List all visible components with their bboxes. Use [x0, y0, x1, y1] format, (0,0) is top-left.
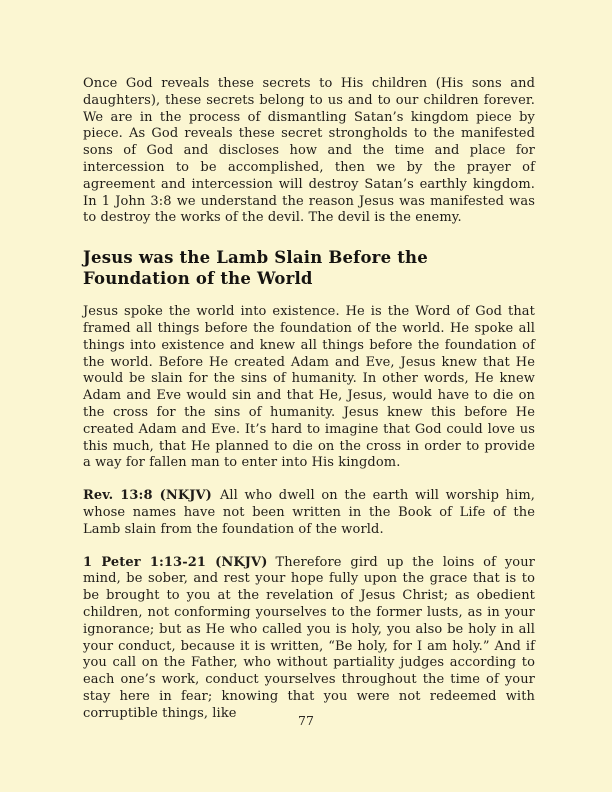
scripture-quote-1-peter-1-13-21: [83, 555, 535, 723]
page-number: 77: [298, 713, 314, 728]
scripture-text: Therefore gird up the loins of your mind, be sober, and rest your hope fully upon the grace that is to be brought to you at the revelation of Jesus Christ; as obedient children, not conforming yourselves to the former lusts, as in your ignorance; but as He who called you is holy, you also be holy in all your conduct, because it is written, “Be holy, for I am holy.” And if you call on the Father, who without partiality judges according to each one’s work, conduct yourselves throughout the time of your stay here in fear; knowing that you were not redeemed with corruptible things, like: [83, 554, 535, 721]
scripture-reference: Rev. 13:8 (NKJV): [83, 488, 212, 504]
paragraph-body: Jesus spoke the world into existence. He is the Word of God that framed all things before the foundation of the world. He spoke all things into existence and knew all things before the foundation of the world. Before He created Adam and Eve, Jesus knew that He would be slain for the sins of humanity. In other words, He knew Adam and Eve would sin and that He, Jesus, would have to die on the cross for the sins of humanity. Jesus knew this before He created Adam and Eve. It’s hard to imagine that God could love us this much, that He planned to die on the cross in order to provide a way for fallen man to enter into His kingdom.: [83, 304, 535, 471]
paragraph-intro: Once God reveals these secrets to His children (His sons and daughters), these secrets belong to us and to our children forever. We are in the process of dismantling Satan’s kingdom piece by piece. As God reveals these secret strongholds to the manifested sons of God and discloses how and the time and place for intercession to be accomplished, then we by the prayer of agreement and intercession will destroy Satan’s earthly kingdom. In 1 John 3:8 we understand the reason Jesus was manifested was to destroy the works of the devil. The devil is the enemy.: [83, 76, 535, 226]
section-heading: Jesus was the Lamb Slain Before the Foundation of the World: [83, 248, 428, 289]
scripture-text: All who dwell on the earth will worship him, whose names have not been written in the Book of Life of the Lamb slain from the foundation of the world.: [83, 488, 535, 537]
scripture-reference: 1 Peter 1:13-21 (NKJV): [83, 554, 268, 570]
text-column: [83, 76, 535, 723]
scripture-quote-rev-13-8: [83, 488, 535, 538]
